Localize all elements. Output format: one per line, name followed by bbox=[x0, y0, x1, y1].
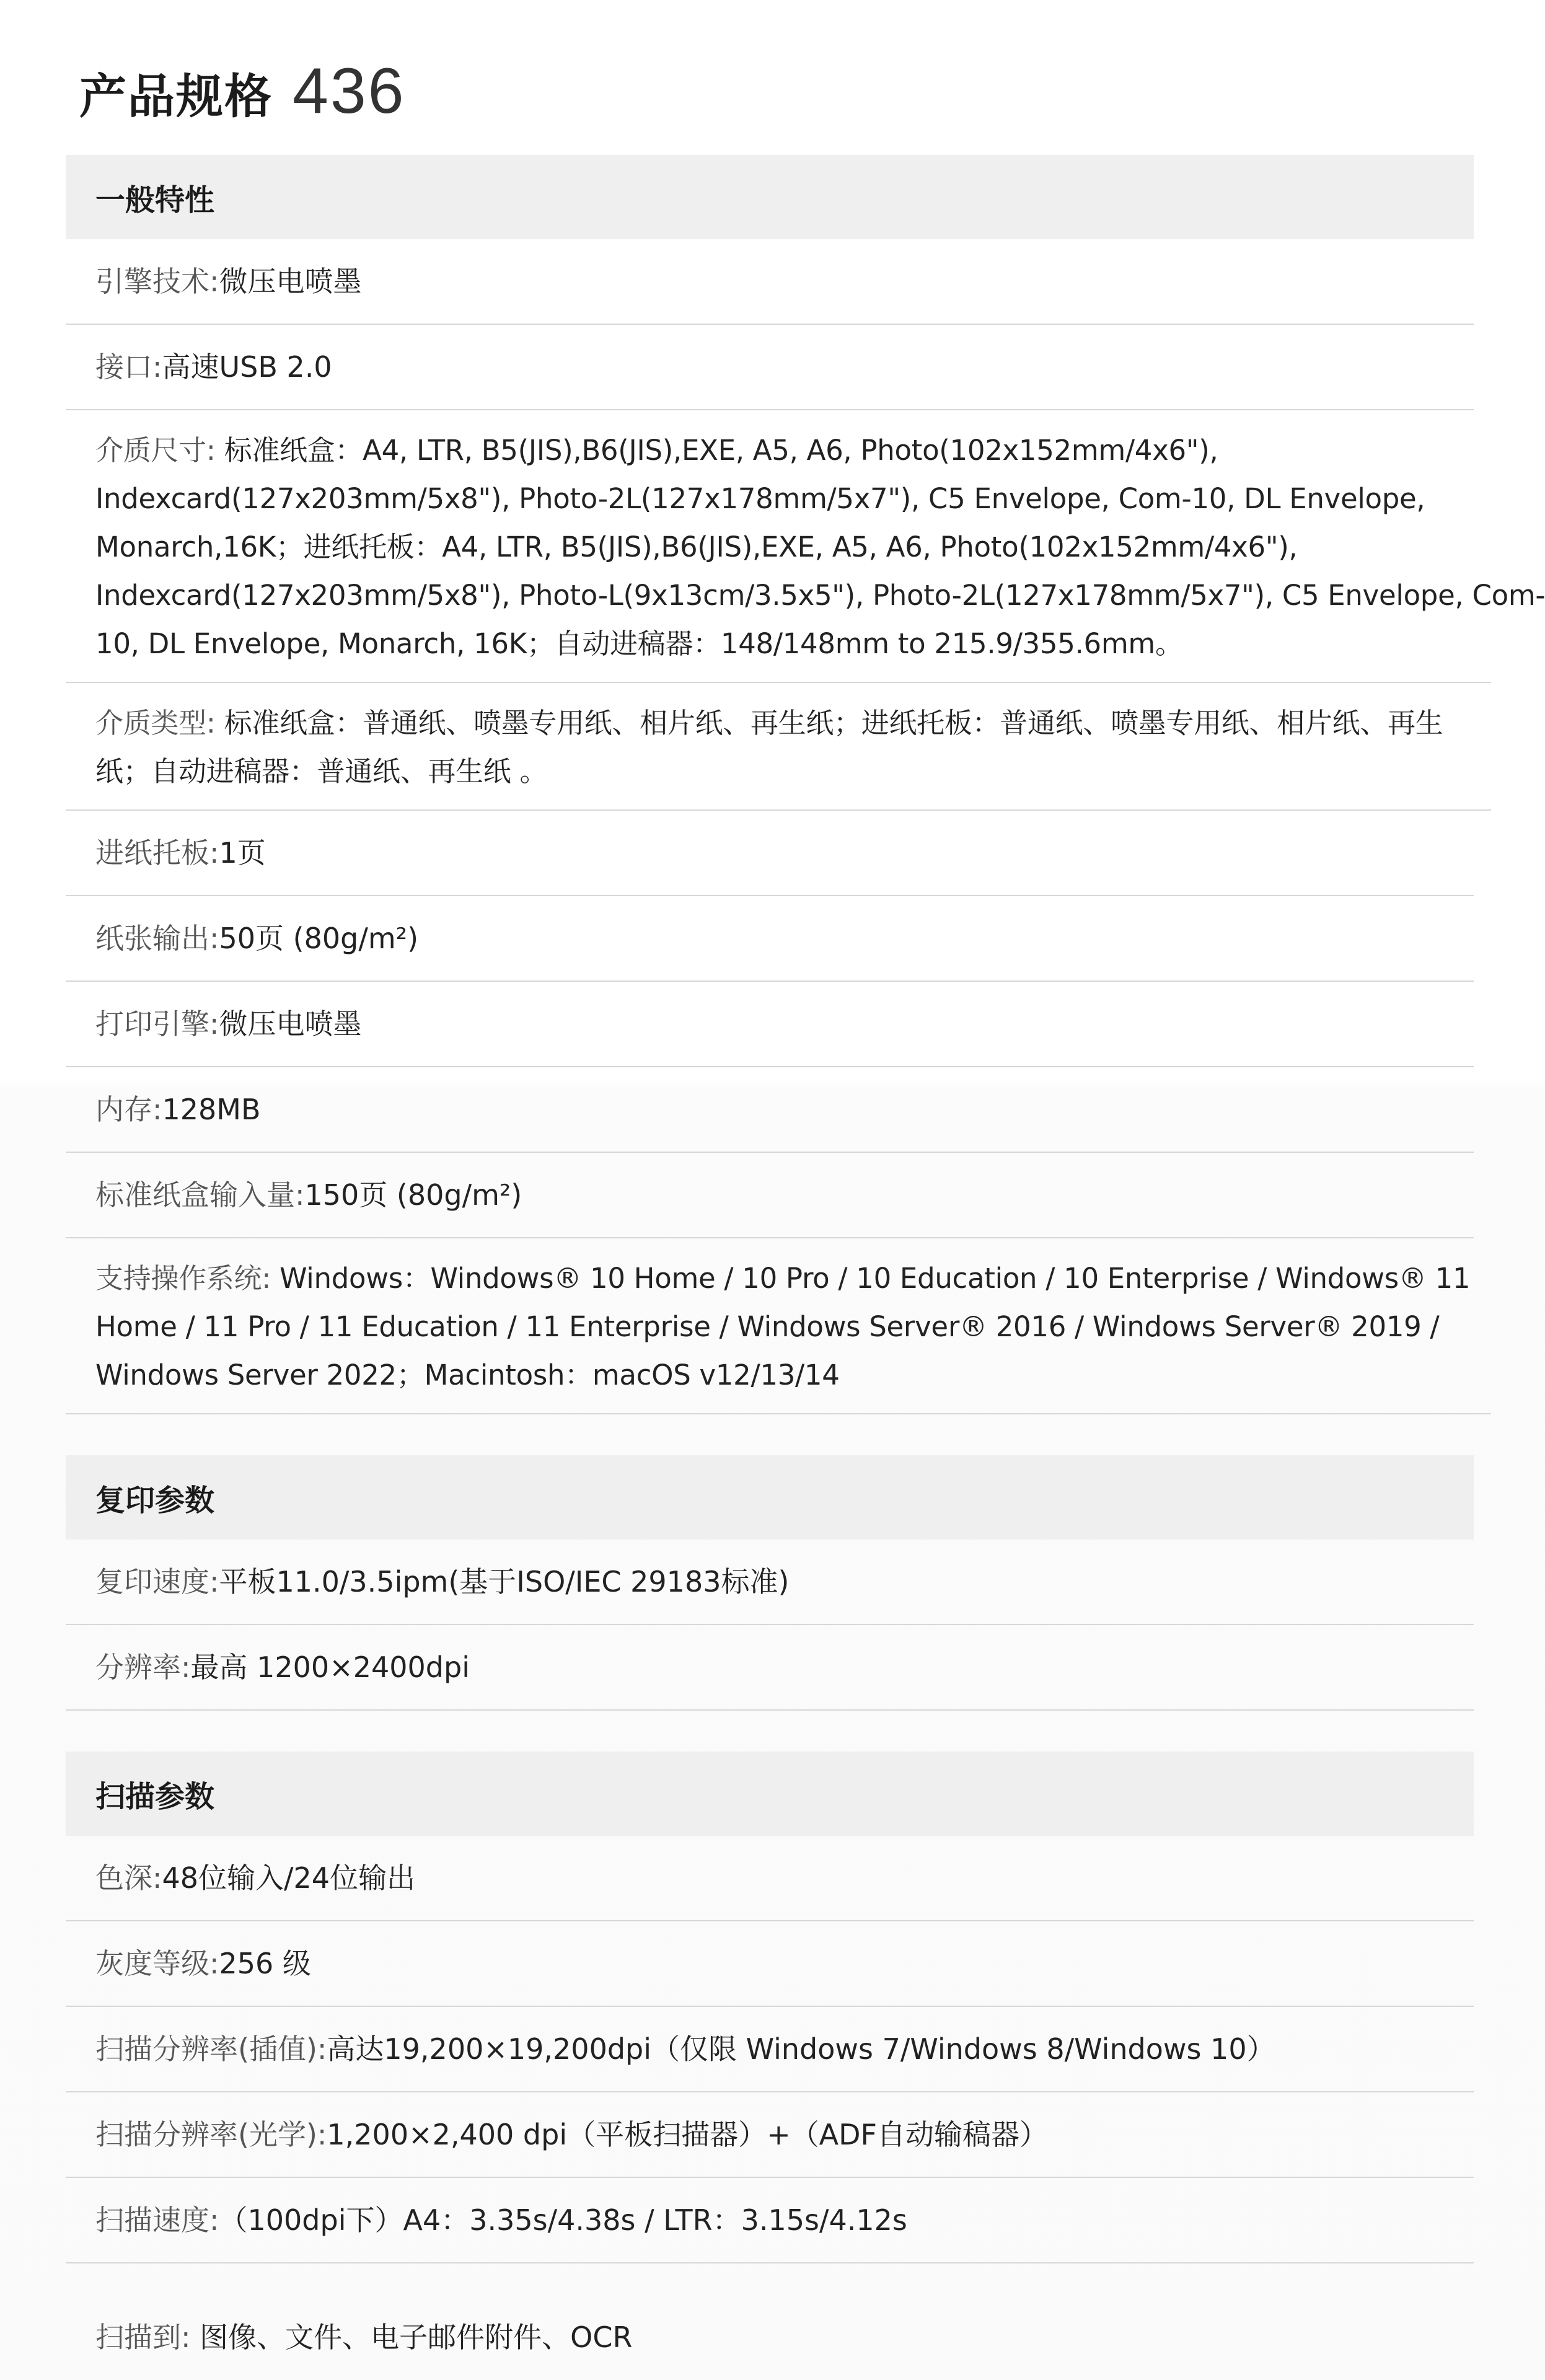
spec-label: 内存: bbox=[95, 1093, 162, 1126]
spec-value: 高速USB 2.0 bbox=[162, 350, 332, 384]
spec-value: 标准纸盒：A4, LTR, B5(JIS),B6(JIS),EXE, A5, A6, Photo(102x152mm/4x6"), bbox=[215, 434, 1218, 467]
spec-value: 50页 (80g/m²) bbox=[219, 922, 419, 955]
spec-row-scan-to bbox=[66, 2263, 1474, 2354]
spec-label: 纸张输出: bbox=[95, 922, 219, 955]
spec-row-feed-tray bbox=[66, 811, 1474, 896]
spec-value: 48位输入/24位输出 bbox=[162, 1861, 416, 1895]
spec-value: 高达19,200×19,200dpi（仅限 Windows 7/Windows 8/Windows 10） bbox=[327, 2032, 1275, 2066]
spec-row-print-engine bbox=[66, 982, 1474, 1067]
model-number: 436 bbox=[293, 55, 406, 127]
spec-line: Monarch,16K；进纸托板：A4, LTR, B5(JIS),B6(JIS),EXE, A5, A6, Photo(102x152mm/4x6"), bbox=[95, 531, 1298, 563]
spec-label: 介质尺寸: bbox=[95, 434, 216, 467]
spec-row-media-size bbox=[66, 410, 1545, 683]
spec-row-interp-resolution bbox=[66, 2007, 1474, 2092]
spec-row-color-depth bbox=[66, 1836, 1474, 1921]
page-title bbox=[79, 55, 406, 135]
page-title-text: 产品规格 bbox=[79, 69, 273, 124]
spec-label: 支持操作系统: bbox=[95, 1262, 271, 1295]
spec-line: Home / 11 Pro / 11 Education / 11 Enterprise / Windows Server® 2016 / Windows Server® 2019 / bbox=[95, 1310, 1440, 1343]
spec-label: 介质类型: bbox=[95, 707, 216, 739]
spec-value: 微压电喷墨 bbox=[219, 1007, 362, 1041]
spec-row-os bbox=[66, 1238, 1491, 1414]
spec-row-memory bbox=[66, 1067, 1474, 1153]
spec-value: 1页 bbox=[219, 836, 266, 870]
spec-label: 打印引擎: bbox=[95, 1007, 219, 1041]
spec-value: 1,200×2,400 dpi（平板扫描器）+（ADF自动输稿器） bbox=[327, 2118, 1049, 2151]
spec-label: 接口: bbox=[95, 350, 162, 384]
spec-value: 标准纸盒：普通纸、喷墨专用纸、相片纸、再生纸；进纸托板：普通纸、喷墨专用纸、相片纸、再生 bbox=[215, 707, 1443, 739]
spec-line: 纸；自动进稿器：普通纸、再生纸 。 bbox=[95, 755, 548, 788]
spec-row-tray-input bbox=[66, 1153, 1474, 1238]
spec-label: 复印速度: bbox=[95, 1565, 219, 1598]
spec-label: 色深: bbox=[95, 1861, 162, 1895]
spec-row-interface bbox=[66, 325, 1474, 410]
spec-line bbox=[95, 1254, 1479, 1303]
spec-row-engine bbox=[66, 239, 1474, 325]
spec-label: 扫描分辨率(光学): bbox=[95, 2118, 327, 2151]
section-gap bbox=[66, 1414, 1474, 1455]
section-header-copy: 复印参数 bbox=[66, 1455, 1474, 1540]
spec-label: 扫描速度: bbox=[95, 2203, 219, 2237]
spec-label: 分辨率: bbox=[95, 1651, 191, 1684]
section-gap bbox=[66, 1711, 1474, 1752]
spec-row-paper-output bbox=[66, 896, 1474, 982]
spec-value: （100dpi下）A4：3.35s/4.38s / LTR：3.15s/4.12s bbox=[219, 2203, 907, 2237]
spec-value: Windows：Windows® 10 Home / 10 Pro / 10 Education / 10 Enterprise / Windows® 11 bbox=[271, 1262, 1471, 1295]
spec-value: 微压电喷墨 bbox=[219, 265, 362, 298]
spec-value: 256 级 bbox=[219, 1947, 311, 1980]
spec-label: 标准纸盒输入量: bbox=[95, 1178, 305, 1212]
spec-label: 灰度等级: bbox=[95, 1947, 219, 1980]
spec-label: 进纸托板: bbox=[95, 836, 219, 870]
spec-line: 10, DL Envelope, Monarch, 16K；自动进稿器：148/148mm to 215.9/355.6mm。 bbox=[95, 627, 1183, 660]
spec-label: 扫描到: bbox=[95, 2320, 191, 2354]
spec-value: 128MB bbox=[162, 1093, 261, 1126]
section-header-scan: 扫描参数 bbox=[66, 1752, 1474, 1836]
spec-line bbox=[95, 426, 1479, 475]
spec-value: 图像、文件、电子邮件附件、OCR bbox=[190, 2320, 633, 2354]
spec-row-scan-speed bbox=[66, 2178, 1474, 2263]
spec-line: Windows Server 2022；Macintosh：macOS v12/13/14 bbox=[95, 1359, 840, 1391]
section-header-general: 一般特性 bbox=[66, 155, 1474, 239]
spec-line bbox=[95, 699, 1479, 747]
spec-line: Indexcard(127x203mm/5x8"), Photo-2L(127x178mm/5x7"), C5 Envelope, Com-10, DL Envelope, bbox=[95, 482, 1425, 515]
spec-label: 引擎技术: bbox=[95, 265, 219, 298]
spec-label: 扫描分辨率(插值): bbox=[95, 2032, 327, 2066]
spec-row-grayscale bbox=[66, 1921, 1474, 2007]
spec-value: 150页 (80g/m²) bbox=[304, 1178, 522, 1212]
spec-row-copy-resolution bbox=[66, 1625, 1474, 1711]
spec-row-optical-resolution bbox=[66, 2092, 1474, 2178]
spec-table bbox=[66, 155, 1545, 2354]
spec-row-media-type bbox=[66, 683, 1491, 811]
spec-row-copy-speed bbox=[66, 1540, 1474, 1625]
spec-line: Indexcard(127x203mm/5x8"), Photo-L(9x13cm/3.5x5"), Photo-2L(127x178mm/5x7"), C5 Envelope, Com- bbox=[95, 579, 1545, 612]
spec-value: 平板11.0/3.5ipm(基于ISO/IEC 29183标准) bbox=[219, 1565, 790, 1598]
spec-value: 最高 1200×2400dpi bbox=[190, 1651, 470, 1684]
